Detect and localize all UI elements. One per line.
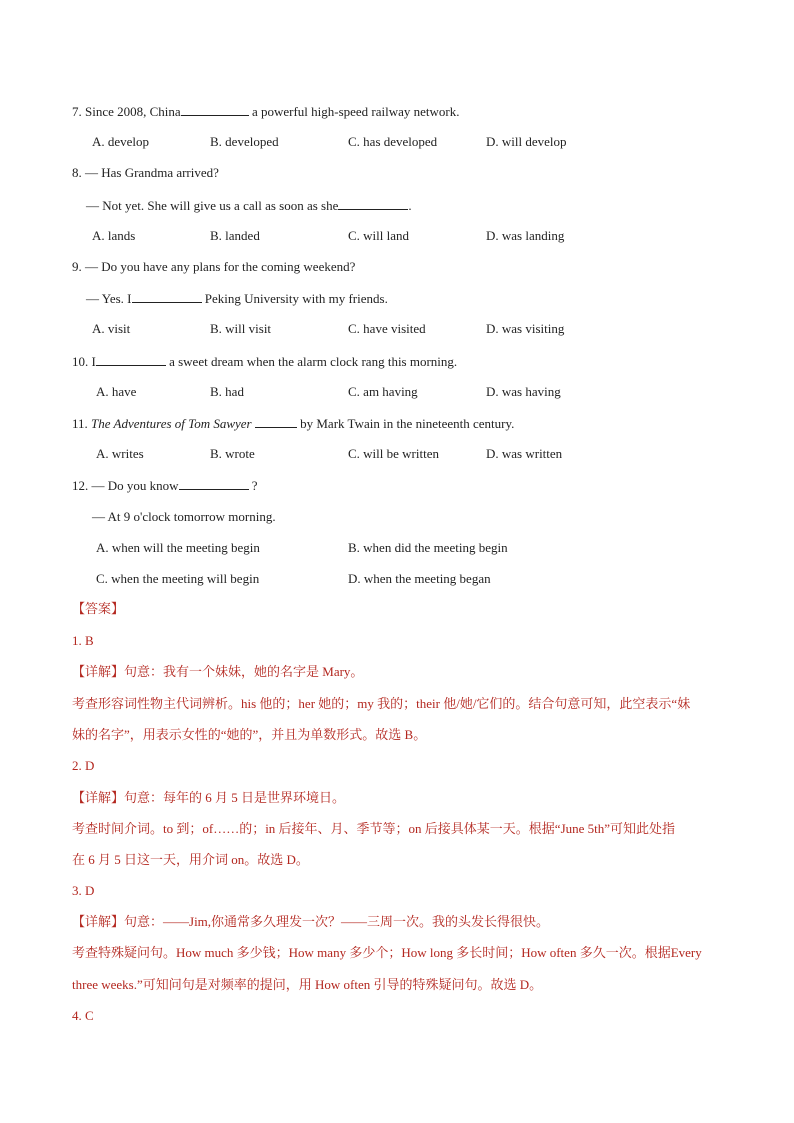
option-d: D. was landing <box>486 228 565 243</box>
answer-key: 2. D <box>72 758 95 773</box>
option-b: B. when did the meeting begin <box>348 540 508 555</box>
option-d: D. was written <box>486 446 563 461</box>
question-11-stem <box>72 415 514 432</box>
option-b: B. landed <box>210 228 260 243</box>
question-8-stem <box>72 165 219 181</box>
option-c: C. when the meeting will begin <box>96 571 260 586</box>
option-b: B. had <box>210 384 244 399</box>
option-a: A. visit <box>92 321 131 336</box>
answer-blank <box>179 477 249 490</box>
answer-blank <box>96 353 166 366</box>
stem-text: — Has Grandma arrived? <box>85 165 219 180</box>
detail-text: 句意：每年的 6 月 5 日是世界环境日。 <box>124 790 346 805</box>
explanation-line: 考查特殊疑问句。How much 多少钱；How many 多少个；How long 多长时间；How often 多久一次。根据Every <box>72 945 702 960</box>
detail-label: 【详解】 <box>72 664 125 679</box>
option-d: D. was having <box>486 384 561 399</box>
option-b: B. wrote <box>210 446 255 461</box>
option-c: C. will be written <box>348 446 439 461</box>
question-number: 8. <box>72 165 82 180</box>
option-b: B. will visit <box>210 321 272 336</box>
option-a: A. have <box>96 384 137 399</box>
stem-text: — Yes. I <box>86 291 132 306</box>
option-c: C. has developed <box>348 134 438 149</box>
option-a: A. writes <box>96 446 144 461</box>
question-number: 11. <box>72 416 88 431</box>
option-d: D. will develop <box>486 134 567 149</box>
stem-text: a sweet dream when the alarm clock rang this morning. <box>169 354 458 369</box>
option-a: A. when will the meeting begin <box>96 540 260 555</box>
answer-blank <box>181 103 249 116</box>
question-8-line2 <box>86 197 412 214</box>
book-title: The Adventures of Tom Sawyer <box>91 416 252 431</box>
explanation-line: three weeks.”可知问句是对频率的提问，用 How often 引导的特殊疑问句。故选 D。 <box>72 977 543 992</box>
stem-text: Since 2008, China <box>85 104 181 119</box>
answer-blank <box>255 415 297 428</box>
stem-text: by Mark Twain in the nineteenth century. <box>300 416 515 431</box>
question-9-line2 <box>86 290 388 307</box>
option-b: B. developed <box>210 134 279 149</box>
stem-text: a powerful high-speed railway network. <box>251 104 460 119</box>
option-c: C. am having <box>348 384 418 399</box>
detail-line <box>72 664 363 680</box>
explanation-line: 妹的名字”，用表示女性的“她的”，并且为单数形式。故选 B。 <box>72 727 427 742</box>
question-number: 10. <box>72 354 89 369</box>
explanation-line: 考查形容词性物主代词辨析。his 他的；her 她的；my 我的；their 他/她/它们的。结合句意可知，此空表示“妹 <box>72 696 691 711</box>
question-12-line2: — At 9 o'clock tomorrow morning. <box>92 509 276 524</box>
stem-text: — Not yet. She will give us a call as soon as she <box>86 198 339 213</box>
option-c: C. have visited <box>348 321 426 336</box>
answer-header: 【答案】 <box>72 601 125 616</box>
answer-key: 1. B <box>72 633 94 648</box>
stem-text: — Do you have any plans for the coming weekend? <box>85 259 356 274</box>
question-7-stem <box>72 103 460 120</box>
question-12-stem <box>72 477 258 494</box>
detail-label: 【详解】 <box>72 790 125 805</box>
option-a: A. develop <box>92 134 150 149</box>
question-number: 9. <box>72 259 82 274</box>
stem-text: I <box>91 354 96 369</box>
answer-blank <box>338 197 408 210</box>
question-number: 7. <box>72 104 82 119</box>
stem-text: — Do you know <box>91 478 179 493</box>
option-d: D. when the meeting began <box>348 571 491 586</box>
explanation-line: 在 6 月 5 日这一天，用介词 on。故选 D。 <box>72 852 309 867</box>
stem-text: Peking University with my friends. <box>204 291 388 306</box>
question-9-stem <box>72 259 355 275</box>
option-d: D. was visiting <box>486 321 565 336</box>
detail-line <box>72 790 345 806</box>
question-number: 12. <box>72 478 89 493</box>
question-10-stem <box>72 353 457 370</box>
detail-text: 句意：——Jim,你通常多久理发一次？——三周一次。我的头发长得很快。 <box>124 914 550 929</box>
detail-text: 句意：我有一个妹妹，她的名字是 Mary。 <box>124 664 364 679</box>
explanation-line: 考查时间介词。to 到；of……的；in 后接年、月、季节等；on 后接具体某一天。根据“June 5th”可知此处指 <box>72 821 676 836</box>
option-c: C. will land <box>348 228 410 243</box>
detail-line <box>72 914 549 930</box>
option-a: A. lands <box>92 228 136 243</box>
answer-key: 3. D <box>72 883 95 898</box>
stem-text: ? <box>251 478 258 493</box>
answer-key: 4. C <box>72 1008 94 1023</box>
answer-blank <box>132 290 202 303</box>
stem-text: . <box>408 198 412 213</box>
detail-label: 【详解】 <box>72 914 125 929</box>
